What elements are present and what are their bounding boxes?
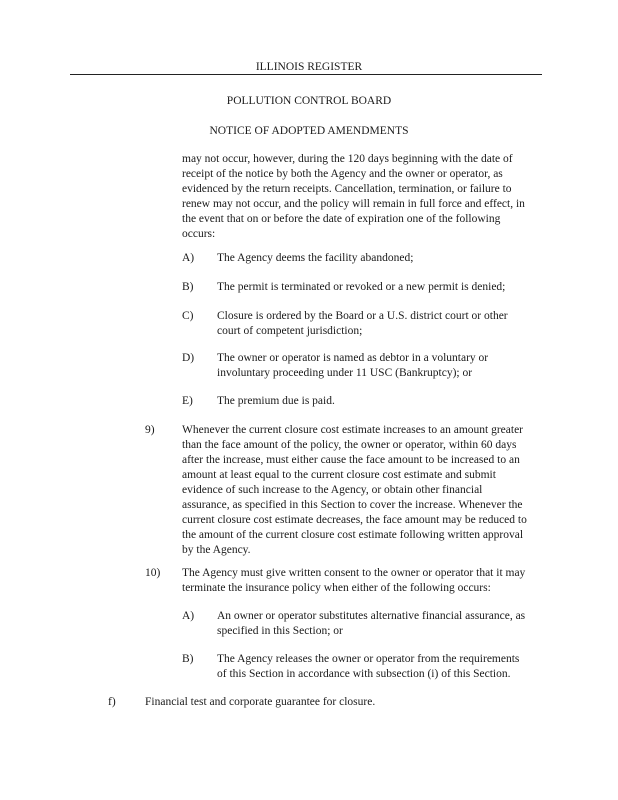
intro-line: evidenced by the return receipts. Cancellation, termination, or failure to (182, 183, 512, 195)
list-item-label: B) (182, 653, 194, 665)
list-item-text: court of competent jurisdiction; (217, 325, 363, 337)
list-item-text: The permit is terminated or revoked or a new permit is denied; (217, 281, 506, 293)
list-item-text: specified in this Section; or (217, 625, 343, 637)
item-line: Whenever the current closure cost estimate increases to an amount greater (182, 424, 524, 436)
item-line: terminate the insurance policy when either of the following occurs: (182, 582, 491, 594)
list-item-label: C) (182, 310, 194, 322)
item-label: 9) (145, 424, 155, 436)
item-line: Financial test and corporate guarantee for closure. (145, 696, 376, 708)
list-item-label: A) (182, 252, 195, 264)
list-item-text: The Agency releases the owner or operator from the requirements (217, 653, 520, 665)
intro-line: may not occur, however, during the 120 days beginning with the date of (182, 153, 513, 165)
header-rule (70, 74, 542, 75)
list-item-text: of this Section in accordance with subsection (i) of this Section. (217, 668, 511, 680)
list-item-text: The owner or operator is named as debtor in a voluntary or (217, 352, 489, 364)
intro-line: the event that on or before the date of expiration one of the following (182, 213, 501, 225)
intro-line: occurs: (182, 228, 216, 240)
intro-line: receipt of the notice by both the Agency and the owner or operator, as (182, 168, 503, 180)
item-line: than the face amount of the policy, the owner or operator, within 60 days (182, 439, 517, 451)
list-item-text: involuntary proceeding under 11 USC (Bankruptcy); or (217, 367, 473, 379)
list-item-label: D) (182, 352, 195, 364)
list-item-label: E) (182, 395, 193, 407)
item-line: assurance, as specified in this Section to cover the increase. Whenever the (182, 499, 523, 511)
item-line: after the increase, must either cause the face amount to be increased to an (182, 454, 520, 466)
item-label: 10) (145, 567, 161, 579)
item-line: amount at least equal to the current closure cost estimate and submit (182, 469, 496, 481)
item-line: The Agency must give written consent to the owner or operator that it may (182, 567, 526, 579)
notice-header: NOTICE OF ADOPTED AMENDMENTS (209, 125, 409, 137)
list-item-text: Closure is ordered by the Board or a U.S. district court or other (217, 310, 508, 322)
intro-line: renew may not occur, and the policy will remain in full force and effect, in (182, 198, 525, 210)
board-header: POLLUTION CONTROL BOARD (226, 95, 392, 107)
list-item-text: An owner or operator substitutes alternative financial assurance, as (217, 610, 526, 622)
list-item-text: The premium due is paid. (217, 395, 335, 407)
item-line: evidence of such increase to the Agency, or obtain other financial (182, 484, 483, 496)
item-line: by the Agency. (182, 544, 251, 556)
list-item-label: A) (182, 610, 195, 622)
register-header: ILLINOIS REGISTER (255, 61, 363, 73)
list-item-text: The Agency deems the facility abandoned; (217, 252, 414, 264)
item-line: current closure cost estimate decreases, the face amount may be reduced to (182, 514, 527, 526)
item-label: f) (108, 696, 116, 708)
item-line: the amount of the current closure cost estimate following written approval (182, 529, 524, 541)
list-item-label: B) (182, 281, 194, 293)
